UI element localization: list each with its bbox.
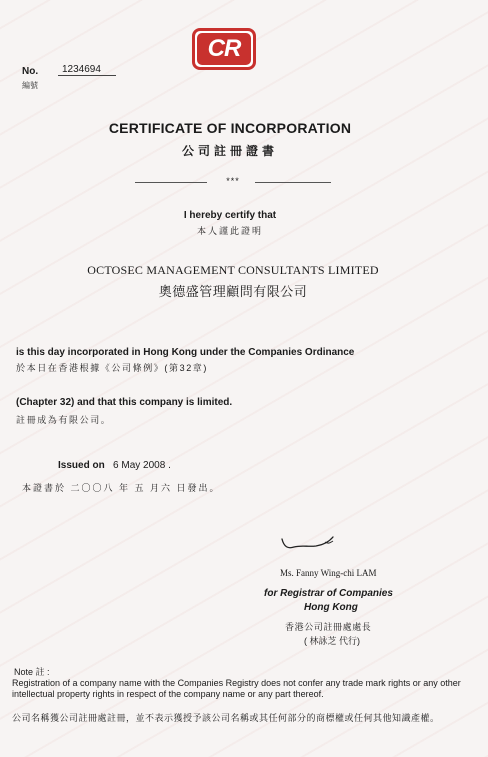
- note-text-zh: 公司名稱獲公司註冊處註冊，並不表示獲授予該公司名稱或其任何部分的商標權或任何其他知識產權。: [12, 713, 440, 723]
- issued-label: Issued on: [58, 460, 105, 471]
- statement-line1: is this day incorporated in Hong Kong under the Companies Ordinance: [16, 347, 355, 358]
- number-label-zh: 編號: [22, 81, 38, 90]
- statement-line2-zh: 註冊成為有限公司。: [16, 415, 112, 425]
- certify-text: I hereby certify that: [183, 210, 277, 221]
- statement-line2: (Chapter 32) and that this company is limited.: [16, 397, 233, 408]
- issued-line: [58, 460, 171, 471]
- certificate-title-zh: 公司註冊證書: [181, 144, 278, 158]
- certify-text-zh: 本人謹此證明: [196, 226, 263, 236]
- registrar-title-region: Hong Kong: [304, 602, 358, 613]
- company-name-zh: 奧德盛管理顧問有限公司: [158, 284, 308, 299]
- company-name: OCTOSEC MANAGEMENT CONSULTANTS LIMITED: [87, 263, 379, 277]
- registrar-title-zh: 香港公司註冊處處長: [285, 622, 372, 632]
- note-text: Registration of a company name with the Companies Registry does not confer any trade mark rights or any other intellectual property rights in respect of the company name or any part thereof.: [12, 678, 461, 699]
- companies-registry-logo: [192, 28, 256, 70]
- number-label: No.: [22, 66, 39, 77]
- registrar-name: Ms. Fanny Wing-chi LAM: [280, 568, 377, 578]
- issued-date: 6 May 2008 .: [113, 460, 171, 471]
- certificate-number: 1234694: [58, 64, 116, 76]
- registrar-signature: [278, 531, 338, 553]
- divider-stars: ***: [226, 176, 240, 186]
- statement-line1-zh: 於本日在香港根據《公司條例》(第32章): [16, 363, 209, 373]
- logo-mark: CR: [197, 33, 251, 65]
- issued-line-zh: 本證書於 二〇〇八 年 五 月六 日發出。: [22, 483, 221, 493]
- divider-right: [255, 182, 331, 183]
- note-label: Note 註 :: [14, 667, 50, 677]
- registrar-title: for Registrar of Companies: [264, 588, 393, 599]
- certificate-title: CERTIFICATE OF INCORPORATION: [108, 120, 352, 136]
- registrar-acting-zh: ( 林詠芝 代行): [304, 636, 360, 646]
